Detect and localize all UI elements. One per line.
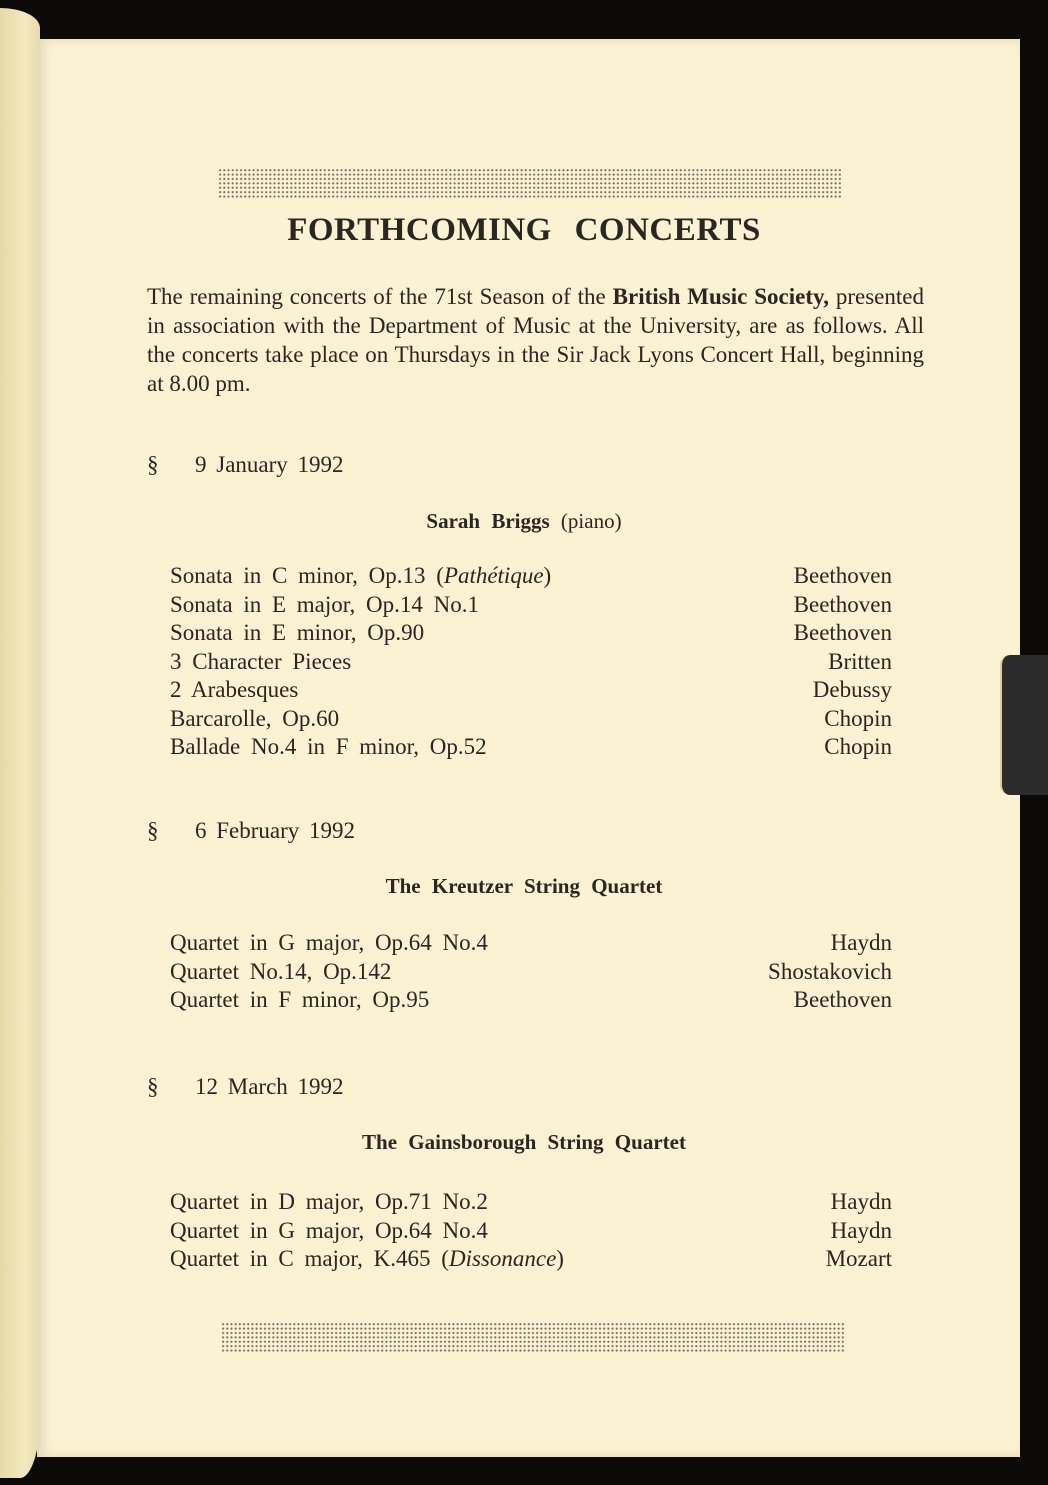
program-item: [170, 986, 892, 1015]
work-title: Sonata in E major, Op.14 No.1: [170, 591, 479, 617]
concert-date: [147, 818, 355, 844]
performer-name: The Gainsborough String Quartet: [362, 1130, 686, 1154]
program-item: [170, 648, 892, 677]
program-item: [170, 705, 892, 734]
binder-tab: [1000, 655, 1048, 795]
work-title: Quartet in G major, Op.64 No.4: [170, 930, 488, 955]
dotted-rule-bottom: [221, 1322, 846, 1352]
program-item: [170, 1217, 892, 1246]
program-item: [170, 562, 892, 591]
intro-text-start: The remaining concerts of the 71st Season of the: [147, 284, 613, 309]
work-title: 2 Arabesques: [170, 677, 299, 702]
work-title: Quartet in G major, Op.64 No.4: [170, 1217, 488, 1243]
intro-text-end: presented in association with the Department of Music at the University, are as follows. All the concerts take place on Thursdays in the Sir Jack Lyons Concert Hall, beginning at 8.00 pm.: [147, 284, 924, 396]
composer: Chopin: [824, 734, 892, 759]
program-item: [170, 1245, 892, 1274]
work-title: 3 Character Pieces: [170, 648, 352, 674]
program-list: [170, 1188, 892, 1274]
program-list: [170, 562, 892, 762]
performer-heading: [0, 1130, 1048, 1155]
intro-paragraph: [147, 282, 924, 398]
date-text: 12 March 1992: [195, 1074, 344, 1099]
dotted-rule-top: [218, 168, 841, 198]
program-item: [170, 733, 892, 762]
work-title: Quartet in F minor, Op.95: [170, 987, 430, 1012]
work-title: Sonata in E minor, Op.90: [170, 620, 425, 645]
composer: Beethoven: [793, 591, 892, 617]
work-title: Ballade No.4 in F minor, Op.52: [170, 734, 487, 759]
work-title: Sonata in C minor, Op.13 (Pathétique): [170, 563, 552, 588]
composer: Debussy: [812, 677, 892, 702]
society-name: British Music Society,: [612, 284, 829, 309]
program-item: [170, 929, 892, 958]
work-title: Quartet No.14, Op.142: [170, 958, 392, 984]
section-symbol: §: [147, 818, 159, 843]
section-symbol: §: [147, 1074, 159, 1099]
composer: Beethoven: [793, 620, 892, 645]
program-item: [170, 619, 892, 648]
program-item: [170, 1188, 892, 1217]
program-item: [170, 676, 892, 705]
concert-date: [147, 452, 344, 478]
program-item: [170, 958, 892, 987]
performer-name: Sarah Briggs: [426, 509, 550, 533]
page-title: FORTHCOMING CONCERTS: [287, 212, 761, 248]
work-title: Barcarolle, Op.60: [170, 705, 340, 731]
section-symbol: §: [147, 452, 159, 477]
composer: Beethoven: [793, 563, 892, 588]
composer: Beethoven: [793, 987, 892, 1012]
program-list: [170, 929, 892, 1015]
composer: Shostakovich: [768, 958, 892, 984]
date-text: 6 February 1992: [195, 818, 356, 843]
date-text: 9 January 1992: [195, 452, 344, 477]
work-title: Quartet in C major, K.465 (Dissonance): [170, 1246, 564, 1271]
composer: Mozart: [825, 1246, 892, 1271]
performer-note: (piano): [560, 509, 622, 533]
performer-name: The Kreutzer String Quartet: [385, 874, 663, 898]
composer: Haydn: [830, 1217, 892, 1243]
work-title: Quartet in D major, Op.71 No.2: [170, 1189, 488, 1214]
composer: Haydn: [830, 1189, 892, 1214]
performer-heading: [0, 874, 1048, 899]
concert-date: [147, 1074, 344, 1100]
composer: Haydn: [830, 930, 892, 955]
composer: Britten: [828, 648, 892, 674]
program-item: [170, 591, 892, 620]
composer: Chopin: [824, 705, 892, 731]
performer-heading: [0, 509, 1048, 534]
